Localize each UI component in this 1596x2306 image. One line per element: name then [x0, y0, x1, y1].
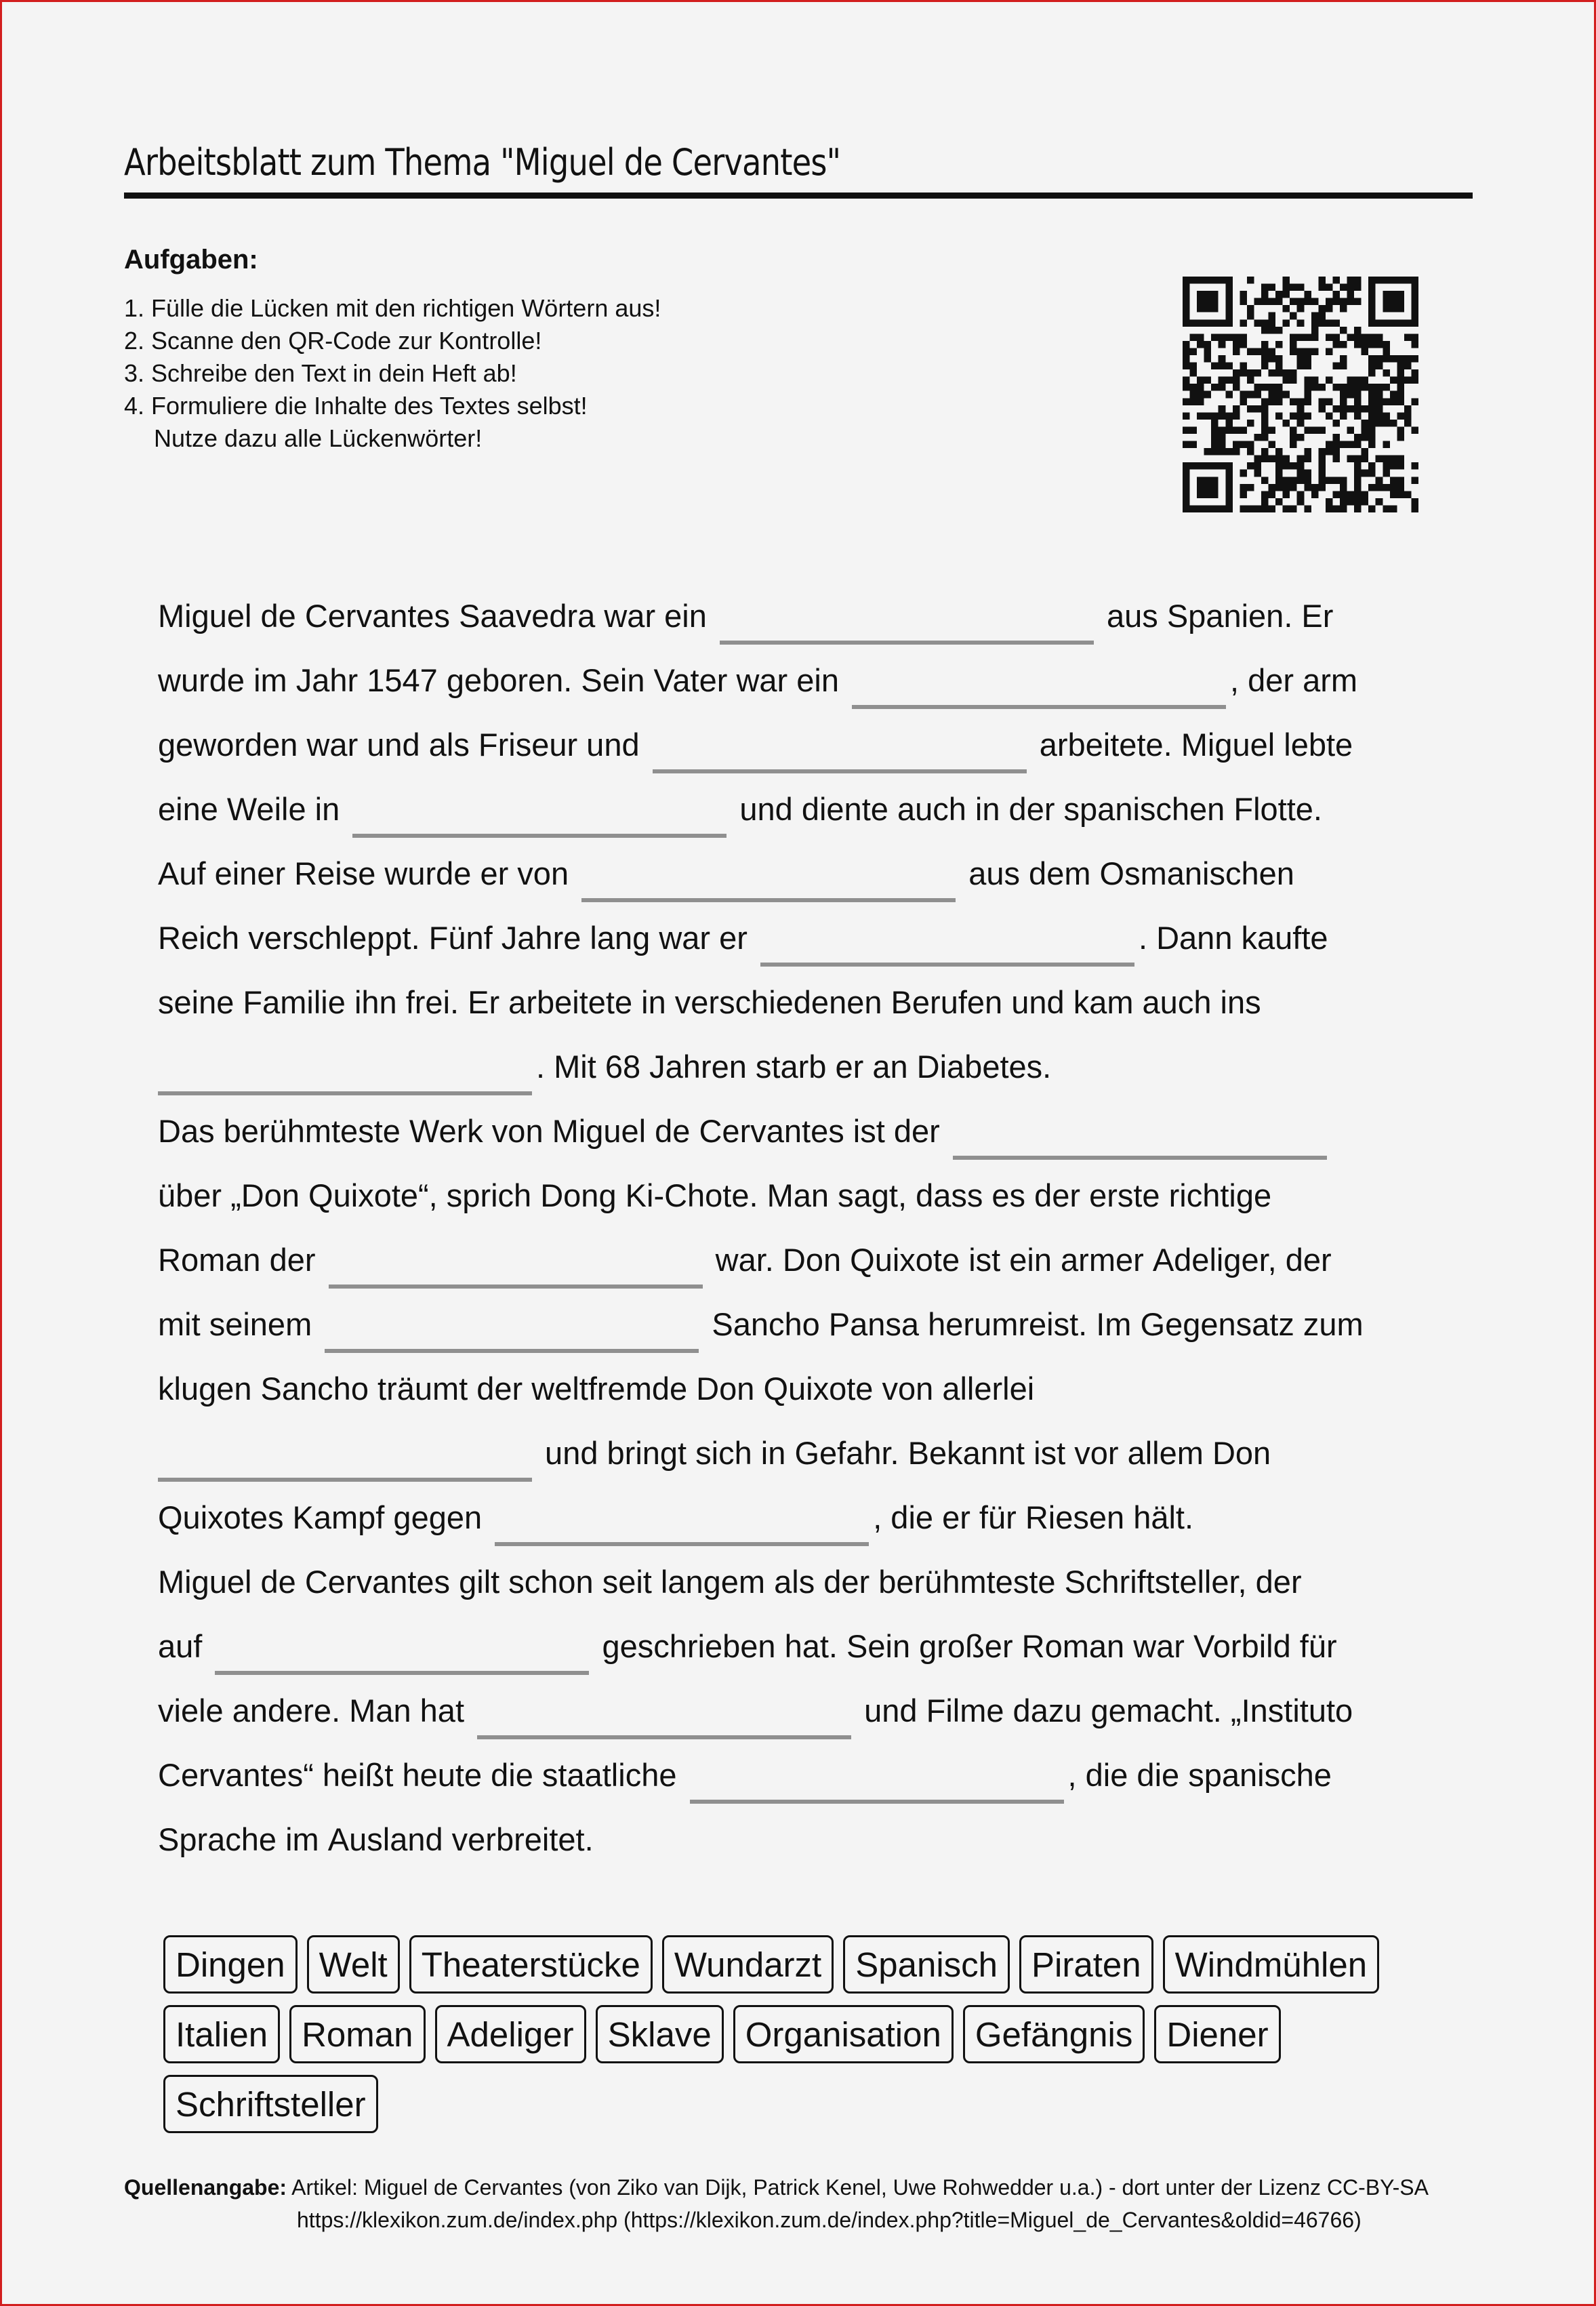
cloze-text-segment: eine Weile in: [158, 791, 349, 827]
word-chip[interactable]: Gefängnis: [963, 2005, 1145, 2063]
cloze-text-segment: über „Don Quixote“, sprich Dong Ki-Chote. Man sagt, dass es der erste richtige: [158, 1177, 1272, 1213]
cloze-text-segment: mit seinem: [158, 1306, 321, 1342]
cloze-line: [158, 648, 1486, 712]
cloze-text-segment: geworden war und als Friseur und: [158, 727, 649, 763]
cloze-line: [158, 1807, 1486, 1872]
blank-field[interactable]: [325, 1349, 699, 1353]
cloze-line: [158, 584, 1486, 648]
cloze-line: [158, 841, 1486, 906]
tasks-heading: Aufgaben:: [124, 245, 258, 275]
cloze-text-segment: Auf einer Reise wurde er von: [158, 855, 578, 891]
word-chip[interactable]: Adeliger: [435, 2005, 586, 2063]
word-bank-row: [163, 1935, 1451, 2005]
cloze-text-segment: aus Spanien. Er: [1097, 598, 1334, 634]
cloze-text-segment: Das berühmteste Werk von Miguel de Cervantes ist der: [158, 1113, 949, 1149]
cloze-line: [158, 1292, 1486, 1356]
task-item: 4. Formuliere die Inhalte des Textes selbst!: [124, 392, 588, 420]
cloze-text-segment: , die er für Riesen hält.: [873, 1499, 1194, 1535]
task-item: 1. Fülle die Lücken mit den richtigen Wörtern aus!: [124, 294, 661, 322]
cloze-line: [158, 1743, 1486, 1807]
cloze-line: [158, 1614, 1486, 1678]
blank-field[interactable]: [352, 834, 727, 838]
blank-field[interactable]: [953, 1156, 1327, 1160]
page-title: Arbeitsblatt zum Thema "Miguel de Cervantes": [124, 141, 841, 184]
title-rule: [124, 193, 1473, 199]
cloze-line: [158, 712, 1486, 777]
word-chip[interactable]: Schriftsteller: [163, 2075, 378, 2133]
word-chip[interactable]: Sklave: [596, 2005, 724, 2063]
word-chip[interactable]: Italien: [163, 2005, 280, 2063]
source-line-2: https://klexikon.zum.de/index.php (https://klexikon.zum.de/index.php?title=Miguel_de_Cervantes&oldid=46766): [297, 2208, 1362, 2232]
source-line-1: Artikel: Miguel de Cervantes (von Ziko van Dijk, Patrick Kenel, Uwe Rohwedder u.a.) - dort unter der Lizenz CC-BY-SA: [287, 2175, 1429, 2200]
cloze-text-segment: und diente auch in der spanischen Flotte.: [731, 791, 1322, 827]
task-list: [124, 292, 661, 455]
word-bank: [163, 1935, 1451, 2145]
blank-field[interactable]: [852, 705, 1226, 709]
blank-field[interactable]: [158, 1478, 532, 1482]
cloze-text-segment: klugen Sancho träumt der weltfremde Don Quixote von allerlei: [158, 1371, 1035, 1407]
cloze-text-segment: und Filme dazu gemacht. „Instituto: [855, 1693, 1353, 1728]
cloze-text: [158, 584, 1486, 1872]
blank-field[interactable]: [329, 1285, 703, 1289]
cloze-text-segment: Miguel de Cervantes gilt schon seit langem als der berühmteste Schriftsteller, der: [158, 1564, 1302, 1600]
word-chip[interactable]: Spanisch: [843, 1935, 1010, 1994]
source-attribution: [124, 2171, 1429, 2236]
word-chip[interactable]: Piraten: [1019, 1935, 1153, 1994]
cloze-text-segment: Roman der: [158, 1242, 325, 1278]
word-chip[interactable]: Wundarzt: [662, 1935, 834, 1994]
cloze-line: [158, 1034, 1486, 1099]
cloze-line: [158, 1228, 1486, 1292]
cloze-line: [158, 906, 1486, 970]
cloze-text-segment: . Mit 68 Jahren starb er an Diabetes.: [536, 1049, 1052, 1085]
cloze-line: [158, 777, 1486, 841]
cloze-line: [158, 1356, 1486, 1421]
word-chip[interactable]: Roman: [289, 2005, 425, 2063]
cloze-text-segment: Miguel de Cervantes Saavedra war ein: [158, 598, 716, 634]
cloze-line: [158, 1550, 1486, 1614]
cloze-text-segment: viele andere. Man hat: [158, 1693, 474, 1728]
cloze-text-segment: auf: [158, 1628, 211, 1664]
blank-field[interactable]: [760, 963, 1134, 967]
cloze-text-segment: . Dann kaufte: [1138, 920, 1328, 956]
word-chip[interactable]: Organisation: [733, 2005, 954, 2063]
cloze-text-segment: Cervantes“ heißt heute die staatliche: [158, 1757, 686, 1793]
word-chip[interactable]: Dingen: [163, 1935, 298, 1994]
cloze-text-segment: seine Familie ihn frei. Er arbeitete in verschiedenen Berufen und kam auch ins: [158, 984, 1261, 1020]
cloze-line: [158, 1485, 1486, 1550]
word-bank-row: [163, 2075, 1451, 2145]
cloze-line: [158, 1421, 1486, 1485]
blank-field[interactable]: [720, 641, 1094, 645]
blank-field[interactable]: [158, 1091, 532, 1095]
cloze-text-segment: aus dem Osmanischen: [960, 855, 1294, 891]
cloze-text-segment: arbeitete. Miguel lebte: [1030, 727, 1353, 763]
word-bank-row: [163, 2005, 1451, 2075]
blank-field[interactable]: [477, 1735, 851, 1739]
blank-field[interactable]: [690, 1800, 1064, 1804]
blank-field[interactable]: [653, 769, 1027, 773]
word-chip[interactable]: Windmühlen: [1163, 1935, 1379, 1994]
cloze-text-segment: Sancho Pansa herumreist. Im Gegensatz zum: [703, 1306, 1364, 1342]
cloze-text-segment: Sprache im Ausland verbreitet.: [158, 1821, 594, 1857]
cloze-line: [158, 1099, 1486, 1163]
task-item: 3. Schreibe den Text in dein Heft ab!: [124, 359, 517, 387]
qr-code-icon: [1183, 273, 1418, 516]
cloze-text-segment: Reich verschleppt. Fünf Jahre lang war er: [158, 920, 756, 956]
cloze-text-segment: wurde im Jahr 1547 geboren. Sein Vater war ein: [158, 662, 848, 698]
source-label: Quellenangabe:: [124, 2175, 287, 2200]
cloze-line: [158, 970, 1486, 1034]
blank-field[interactable]: [495, 1542, 869, 1546]
cloze-text-segment: und bringt sich in Gefahr. Bekannt ist vor allem Don: [536, 1435, 1271, 1471]
cloze-text-segment: , der arm: [1230, 662, 1358, 698]
word-chip[interactable]: Diener: [1154, 2005, 1280, 2063]
cloze-text-segment: Quixotes Kampf gegen: [158, 1499, 491, 1535]
word-chip[interactable]: Theaterstücke: [409, 1935, 653, 1994]
cloze-text-segment: war. Don Quixote ist ein armer Adeliger, der: [706, 1242, 1332, 1278]
task-item: Nutze dazu alle Lückenwörter!: [154, 424, 483, 452]
blank-field[interactable]: [215, 1671, 589, 1675]
blank-field[interactable]: [581, 898, 956, 902]
cloze-text-segment: , die die spanische: [1067, 1757, 1332, 1793]
cloze-line: [158, 1163, 1486, 1228]
task-item: 2. Scanne den QR-Code zur Kontrolle!: [124, 327, 542, 355]
cloze-line: [158, 1678, 1486, 1743]
word-chip[interactable]: Welt: [307, 1935, 400, 1994]
cloze-text-segment: geschrieben hat. Sein großer Roman war Vorbild für: [593, 1628, 1337, 1664]
